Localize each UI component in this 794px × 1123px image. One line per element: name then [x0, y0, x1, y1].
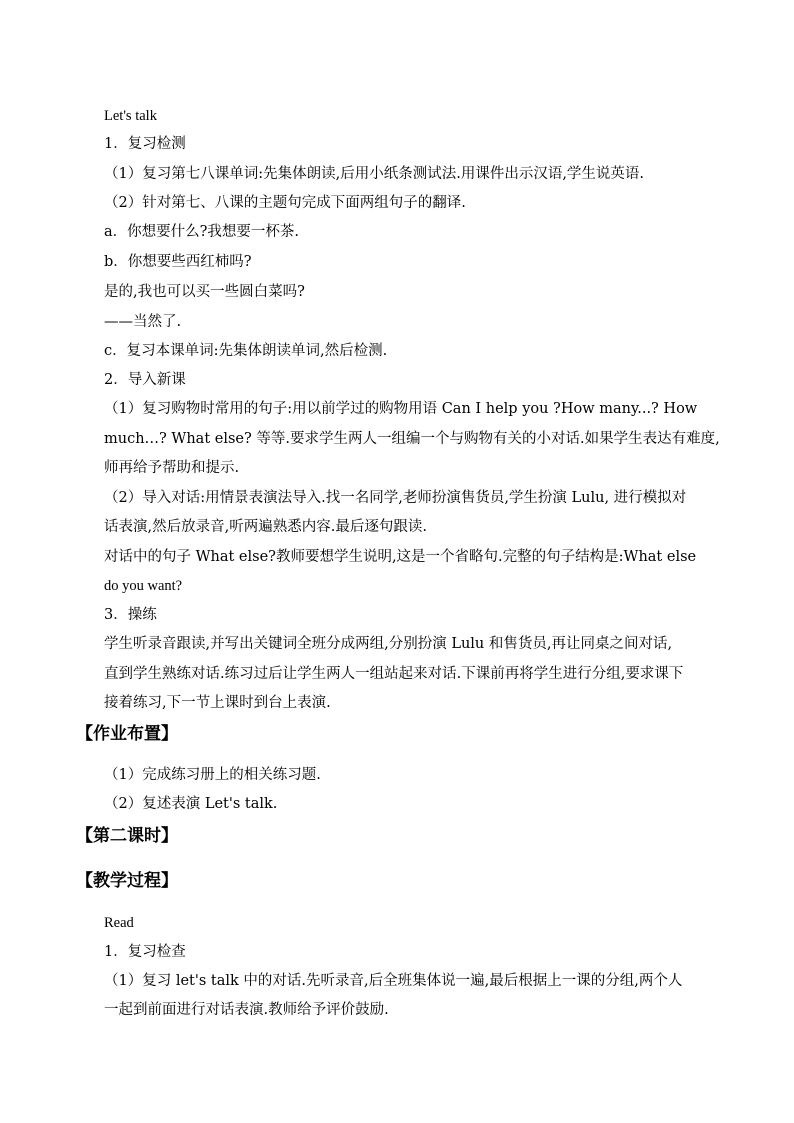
paragraph-line: 接着练习,下一节上课时到台上表演. [104, 695, 331, 711]
paragraph-line: 直到学生熟练对话.练习过后让学生两人一组站起来对话.下课前再将学生进行分组,要求课下 [104, 666, 684, 682]
paragraph-line: a．你想要什么?我想要一杯茶. [104, 224, 300, 240]
step-heading-new-lesson: 2．导入新课 [104, 372, 186, 388]
paragraph-line: 是的,我也可以买一些圆白菜吗? [104, 284, 305, 300]
paragraph-line: （1）复习 let's talk 中的对话.先听录音,后全班集体说一遍,最后根据上一课的分组,两个人 [104, 973, 683, 989]
paragraph-line: c．复习本课单词:先集体朗读单词,然后检测. [104, 343, 388, 359]
section-heading-second-lesson: 【第二课时】 [76, 826, 178, 846]
paragraph-line: （1）复习购物时常用的句子:用以前学过的购物用语 Can I help you ?How many...? How [104, 401, 698, 417]
section-title-lets-talk: Let's talk [104, 108, 157, 124]
paragraph-line: （2）针对第七、八课的主题句完成下面两组句子的翻译. [104, 195, 466, 211]
paragraph-line: （2）复述表演 Let's talk. [104, 796, 278, 812]
step-heading-review-check: 1．复习检查 [104, 944, 186, 960]
step-heading-practice: 3．操练 [104, 607, 157, 623]
section-title-read: Read [104, 915, 134, 931]
section-heading-homework: 【作业布置】 [76, 724, 178, 744]
paragraph-line: much…? What else? 等等.要求学生两人一组编一个与购物有关的小对话.如果学生表达有难度, [104, 431, 720, 447]
paragraph-line: （1）完成练习册上的相关练习题. [104, 767, 321, 783]
paragraph-line: （2）导入对话:用情景表演法导入.找一名同学,老师扮演售货员,学生扮演 Lulu, 进行模拟对 [104, 490, 687, 506]
paragraph-line: ——当然了. [104, 314, 182, 330]
paragraph-line: 对话中的句子 What else?教师要想学生说明,这是一个省略句.完整的句子结构是:What else [104, 549, 697, 565]
section-heading-teaching-process: 【教学过程】 [76, 871, 178, 891]
paragraph-line: 话表演,然后放录音,听两遍熟悉内容.最后逐句跟读. [104, 519, 427, 535]
paragraph-line: 一起到前面进行对话表演.教师给予评价鼓励. [104, 1002, 389, 1018]
paragraph-line: 学生听录音跟读,并写出关键词全班分成两组,分别扮演 Lulu 和售货员,再让同桌之间对话, [104, 636, 673, 652]
paragraph-line: 师再给予帮助和提示. [104, 460, 240, 476]
paragraph-line: do you want? [104, 578, 183, 594]
paragraph-line: b．你想要些西红柿吗? [104, 254, 252, 270]
step-heading-review: 1．复习检测 [104, 136, 186, 152]
paragraph-line: （1）复习第七八课单词:先集体朗读,后用小纸条测试法.用课件出示汉语,学生说英语. [104, 166, 645, 182]
